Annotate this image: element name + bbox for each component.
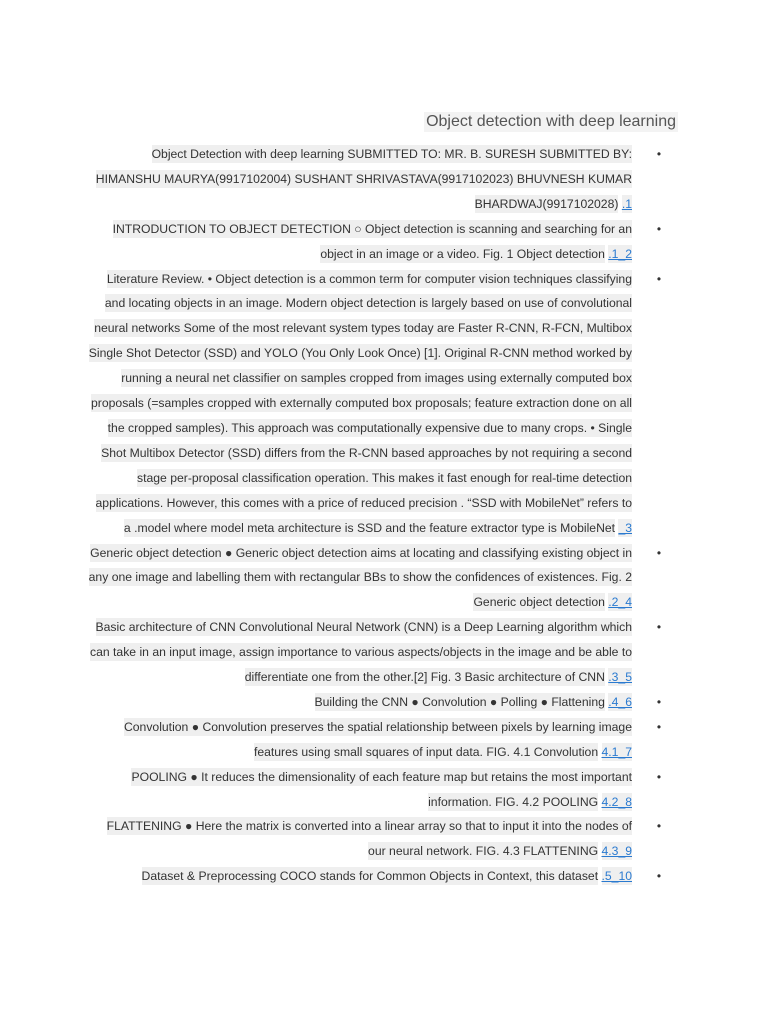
bullet-icon: • xyxy=(656,620,662,635)
bullet-icon: • xyxy=(656,271,662,286)
toc-entry-text: Literature Review. • Object detection is a common term for computer vision techniques classifying and locating objects in an image. Modern object detection is largely based on use of convolutional neural networks Some of the most relevant system types today are Faster R-CNN, R-FCN, Multibox Single Shot Detector (SSD) and YOLO (You Only Look Once) [1]. Original R-CNN method worked by running a neural net classifier on samples cropped from images using externally computed box proposals (=samples cropped with externally computed box proposals; feature extraction done on all the cropped samples). This approach was computationally expensive due to many crops. • Single Shot Multibox Detector (SSD) differs from the R-CNN based approaches by not requiring a second stage per-proposal classification operation. This makes it fast enough for real-time detection applications. However, this comes with a price of reduced precision . “SSD with MobileNet” refers to a .model where model meta architecture is SSD and the feature extractor type is MobileNet xyxy=(88,271,632,535)
toc-entry-text: Building the CNN ● Convolution ● Polling ● Flattening xyxy=(314,694,605,709)
toc-entry-text: Basic architecture of CNN Convolutional Neural Network (CNN) is a Deep Learning algorithm which can take in an input image, assign importance to various aspects/objects in the image and be able to differentiate one from the other.[2] Fig. 3 Basic architecture of CNN xyxy=(90,620,632,685)
bullet-icon: • xyxy=(656,769,662,784)
toc-entry xyxy=(86,715,664,765)
toc-entry-text: POOLING ● It reduces the dimensionality of each feature map but retains the most important information. FIG. 4.2 POOLING xyxy=(131,769,632,809)
toc-entry xyxy=(86,217,664,267)
toc-entry xyxy=(86,814,664,864)
bullet-icon: • xyxy=(656,719,662,734)
toc-entry-text: Generic object detection ● Generic object detection aims at locating and classifying existing object in any one image and labelling them with rectangular BBs to show the confidences of existences. Fig. 2 Generic object detection xyxy=(88,545,632,610)
bullet-icon: • xyxy=(656,869,662,884)
toc-entry xyxy=(86,690,664,715)
bullet-icon: • xyxy=(656,694,662,709)
toc-entry-text: Dataset & Preprocessing COCO stands for Common Objects in Context, this dataset xyxy=(141,869,599,884)
toc-entry xyxy=(86,615,664,690)
toc-page-link[interactable]: 4.1_7 xyxy=(601,744,632,759)
toc-page-link[interactable]: .5_10 xyxy=(601,869,632,884)
toc-entry xyxy=(86,765,664,815)
document-title: Object detection with deep learning xyxy=(426,113,676,130)
toc-page-link[interactable]: .4_6 xyxy=(608,694,632,709)
toc-entry-text: FLATTENING ● Here the matrix is converted into a linear array so that to input it into the nodes of our neural network. FIG. 4.3 FLATTENING xyxy=(106,819,632,859)
toc-entry-text: Convolution ● Convolution preserves the spatial relationship between pixels by learning image features using small squares of input data. FIG. 4.1 Convolution xyxy=(123,719,632,759)
toc-entry xyxy=(86,864,664,889)
toc-page-link[interactable]: 4.2_8 xyxy=(601,794,632,809)
bullet-icon: • xyxy=(656,545,662,560)
toc-entry xyxy=(86,142,664,217)
bullet-icon: • xyxy=(656,819,662,834)
toc-entry-text: Object Detection with deep learning SUBMITTED TO: MR. B. SURESH SUBMITTED BY: HIMANSHU MAURYA(9917102004) SUSHANT SHRIVASTAVA(9917102023) BHUVNESH KUMAR BHARDWAJ(9917102028) xyxy=(95,147,632,211)
toc-page-link[interactable]: .2_4 xyxy=(608,595,632,610)
toc-page-link[interactable]: .3_5 xyxy=(608,670,632,685)
bullet-icon: • xyxy=(656,147,662,161)
toc-entry-text: INTRODUCTION TO OBJECT DETECTION ○ Object detection is scanning and searching for an object in an image or a video. Fig. 1 Object detection xyxy=(112,221,632,261)
toc-page-link[interactable]: .1 xyxy=(621,196,632,211)
toc-page-link[interactable]: 4.3_9 xyxy=(601,844,632,859)
toc-page-link[interactable]: _3 xyxy=(618,520,632,535)
toc-page-link[interactable]: .1_2 xyxy=(608,246,632,261)
toc-entry xyxy=(86,541,664,616)
toc-entry xyxy=(86,267,664,541)
table-of-contents xyxy=(86,142,664,889)
bullet-icon: • xyxy=(656,221,662,236)
